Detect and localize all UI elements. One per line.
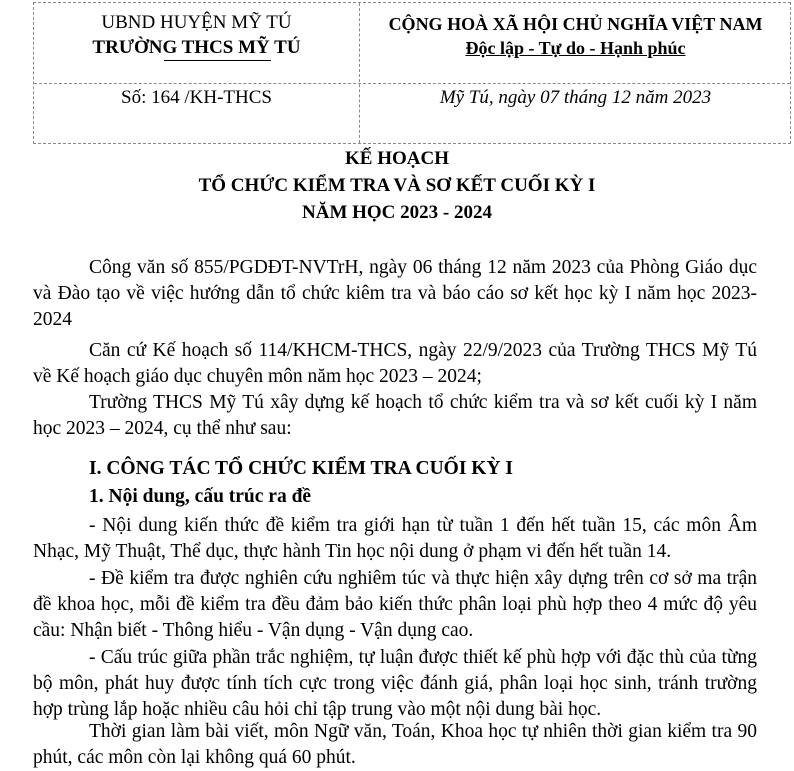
header-divider-horizontal <box>34 83 790 84</box>
document-number: Số: 164 /KH-THCS <box>121 87 272 108</box>
national-title: CỘNG HOÀ XÃ HỘI CHỦ NGHĨA VIỆT NAM <box>388 14 763 34</box>
paragraph-intro: Trường THCS Mỹ Tú xây dựng kế hoạch tổ chức kiểm tra và sơ kết cuối kỳ I năm học 2023 – 2024, cụ thể như sau: <box>33 392 757 439</box>
document-school-year: NĂM HỌC 2023 - 2024 <box>302 202 492 223</box>
paragraph-test-duration: Thời gian làm bài viết, môn Ngữ văn, Toán, Khoa học tự nhiên thời gian kiểm tra 90 phút, các môn còn lại không quá 60 phút. <box>33 721 757 768</box>
paragraph-reference-official-letter: Công văn số 855/PGDĐT-NVTrH, ngày 06 tháng 12 năm 2023 của Phòng Giáo dục và Đào tạo về việc hướng dẫn tổ chức kiêm tra và báo cáo sơ kết học kỳ I năm học 2023-2024 <box>33 257 757 330</box>
school-name-underline <box>164 60 271 61</box>
document-title: KẾ HOẠCH <box>345 148 449 169</box>
paragraph-test-matrix: - Đề kiểm tra được nghiên cứu nghiêm túc và thực hiện xây dựng trên cơ sở ma trận đề khoa học, mỗi đề kiểm tra đều đảm bảo kiến thức phân loại phù hợp theo 4 mức độ yêu cầu: Nhận biết - Thông hiểu - Vận dụng - Vận dụng cao. <box>33 568 757 641</box>
paragraph-content-scope: - Nội dung kiến thức đề kiểm tra giới hạn từ tuần 1 đến hết tuần 15, các môn Âm Nhạc, Mỹ Thuật, Thể dục, thực hành Tin học nội dung ở phạm vi đến hết tuần 14. <box>33 515 757 562</box>
subsection-heading: 1. Nội dung, cấu trúc ra đề <box>89 486 312 507</box>
paragraph-test-structure: - Cấu trúc giữa phần trắc nghiệm, tự luận được thiết kế phù hợp với đặc thù của từng bộ môn, phát huy được tính tích cực trong việc đánh giá, phân loại học sinh, tránh trường hợp trùng lắp hoặc nhiều câu hỏi chỉ tập trung vào một nội dung bài học. <box>33 647 757 720</box>
organization-name: UBND HUYỆN MỸ TÚ <box>101 12 292 33</box>
national-motto: Độc lập - Tự do - Hạnh phúc <box>465 38 686 58</box>
header-table <box>33 2 791 144</box>
paragraph-reference-plan: Căn cứ Kế hoạch số 114/KHCM-THCS, ngày 22/9/2023 của Trường THCS Mỹ Tú về Kế hoạch giáo dục chuyên môn năm học 2023 – 2024; <box>33 340 757 387</box>
section-heading: I. CÔNG TÁC TỔ CHỨC KIỂM TRA CUỐI KỲ I <box>89 458 514 479</box>
place-date: Mỹ Tú, ngày 07 tháng 12 năm 2023 <box>439 87 712 108</box>
school-name: TRƯỜNG THCS MỸ TÚ <box>92 37 301 58</box>
document-subtitle: TỔ CHỨC KIỂM TRA VÀ SƠ KẾT CUỐI KỲ I <box>198 175 596 196</box>
